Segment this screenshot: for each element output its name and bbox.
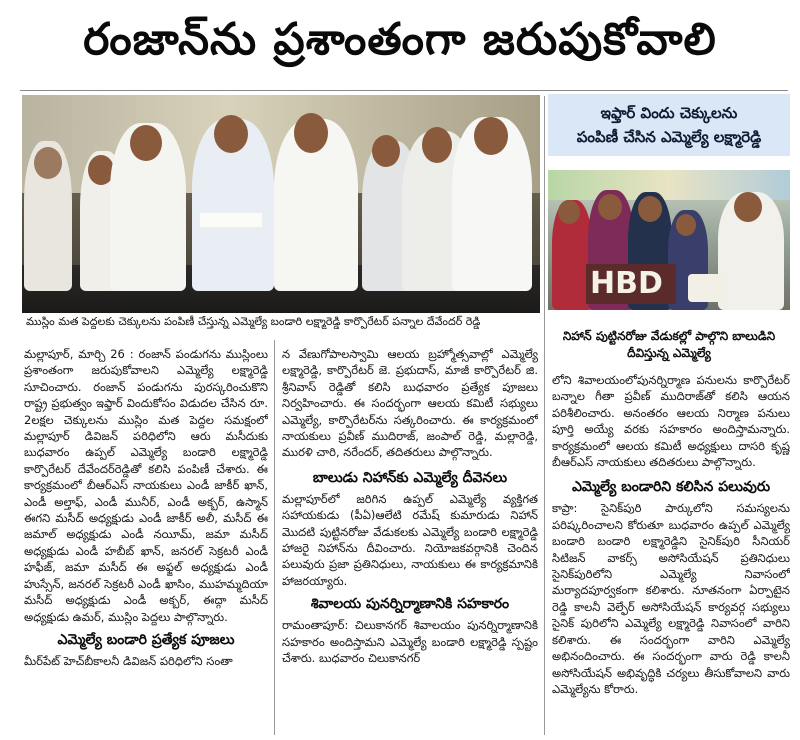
- sidebox-title-line2: పంపిణీ చేసిన ఎమ్మెల్యే లక్ష్మారెడ్డి: [576, 128, 762, 146]
- sidebox-title-line1: ఇఫ్తార్ విందు చెక్కులను: [600, 104, 738, 122]
- article-pooja-start: మీర్‌పేట్ హెచ్‌బీకాలనీ డివిజన్ పరిధిలోని సంతా: [24, 653, 233, 668]
- headline-rule: [20, 90, 788, 91]
- article-column-3: [552, 372, 790, 736]
- birthday-caption-line1: నిహాన్ పుట్టినరోజు వేడుకల్లో పాల్గొని బాలుడిని: [562, 329, 776, 343]
- column-rule-2: [544, 96, 545, 735]
- column-rule-1: [274, 340, 275, 735]
- main-photo: [22, 95, 540, 313]
- subhead-temple-help: శివాలయ పునర్నిర్మాణానికి సహకారం: [310, 596, 510, 613]
- article-column-2: [282, 346, 538, 736]
- main-photo-caption: ముస్లిం మత పెద్దలకు చెక్కులను పంపిణీ చేస్తున్న ఎమ్మెల్యే బండారి లక్ష్మారెడ్డి కార్పొరేటర్ పన్నాల దేవేందర్ రెడ్డి: [26, 315, 481, 328]
- article-rangan-body: మల్లాపూర్, మార్చి 26 : రంజాన్ పండుగను ముస్లింలు ప్రశాంతంగా జరుపుకోవాలని ఎమ్మెల్యే లక్ష్మారెడ్డి సూచించారు. రంజాన్ పండుగను పురస్కరించుకొని రాష్ట్ర ప్రభుత్వం ఇఫ్తార్ విందుకోసం విడుదల చేసిన రూ. 2లక్షల చెక్కులను ముస్లిం మత పెద్దల సమక్షంలో మల్లాపూర్ డివిజన్ పరిధిలోని ఆరు మసీదుకు బుధవారం ఉప్పల్ ఎమ్మెల్యే బండారి లక్ష్మారెడ్డి కార్పొరేటర్ దేవేందర్‌రెడ్డితో కలిసి పంపిణీ చేశారు. ఈ కార్యక్రమంలో బీఆర్ఎస్ నాయకులు ఎండీ జాకీర్ ఖాన్, ఎండీ అల్తాఫ్, ఎండీ మునీర్, ఎండీ అక్బర్, ఉస్మాన్ ఈగని మసీద్ అధ్యక్షుడు ఎండీ జాకీర్ అలీ, మసీద్ ఈ జమాల్ అధ్యక్షుడు ఎండీ నయీమ్, జమా మసీద్ అధ్యక్షుడు ఎండీ హబీబ్ ఖాన్, జనరల్ సెక్రటరీ ఎండీ హఫీజ్, జమా మసీద్ ఈ అఫ్జల్ అధ్యక్షుడు ఎండీ హుస్సేన్, జనరల్ సెక్రటరీ ఎండీ ఖాసిం, ముహమ్మదియా మసీద్ అధ్యక్షుడు ఎండీ అక్బర్, ఈద్గా మసీద్ అధ్యక్షుడు ఉమర్, ముస్లిం పెద్దలు పాల్గొన్నారు.: [24, 347, 268, 624]
- birthday-photo: [548, 170, 790, 310]
- article-nihan-body: మల్లాపూర్‌లో జరిగిన ఉప్పల్ ఎమ్మెల్యే వ్యక్తిగత సహాయకుడు (పీఏ)ఆలేటి రమేష్ కుమారుడు నిహాన్ మొదటి పుట్టినరోజు వేడుకలకు ఎమ్మెల్యే బండారి లక్ష్మారెడ్డి హాజరై నిహాన్‌ను దీవించారు. నియోజకవర్గానికి చెందిన పలువురు ప్రజా ప్రతినిధులు, నాయకులు ఈ కార్యక్రమానికి హాజరయ్యారు.: [282, 491, 538, 588]
- headline: రంజాన్‌ను ప్రశాంతంగా జరుపుకోవాలి: [83, 14, 717, 65]
- birthday-caption: [548, 328, 790, 362]
- article-column-1: [24, 346, 268, 736]
- article-temple-continued: లోని శివాలయంలోపునర్నిర్మాణ పనులను కార్పొరేటర్ బన్నాల గీతా ప్రవీణ్ ముదిరాజ్‌తో కలిసి ఆయన పరిశీలించారు. అనంతరం ఆలయ నిర్మాణ పనులు పూర్తి అయ్యే వరకు సహకారం అందిస్తామన్నారు. కార్యక్రమంలో ఆలయ కమిటీ అధ్యక్షులు దాసరి కృష్ణ బీఆర్ఎస్ నాయకులు తదితరులు పాల్గొన్నారు.: [552, 373, 790, 470]
- article-pooja-continued: న వేణుగోపాలస్వామి ఆలయ బ్రహ్మోత్సవాల్లో ఎమ్మెల్యే లక్ష్మారెడ్డి, కార్పొరేటర్ జె. ప్రభుదాస్, మాజీ కార్పొరేటర్ జి. శ్రీనివాస్ రెడ్డితో కలిసి బుధవారం ప్రత్యేక పూజలు నిర్వహించారు. ఈ సందర్భంగా ఆలయ కమిటీ సభ్యులు ఎమ్మెల్యే, కార్పొరేటర్‌ను సత్కరించారు. ఈ కార్యక్రమంలో నాయకులు ప్రవీణ్ ముదిరాజ్, జంపాల్ రెడ్డి, మల్లారెడ్డి, మురళి చారి, నరేందర్, తదితరులు పాల్గొన్నారు.: [282, 347, 538, 460]
- subhead-special-pooja: ఎమ్మెల్యే బండారి ప్రత్యేక పూజలు: [57, 631, 235, 648]
- article-temple-start: రామంతాపూర్: చిలుకానగర్ శివాలయం పునర్నిర్మాణానికి సహకారం అందిస్తామని ఎమ్మెల్యే బండారి లక్ష్మారెడ్డి స్పష్టం చేశారు. బుధవారం చిలుకానగర్: [282, 618, 538, 666]
- birthday-caption-line2: దీవిస్తున్న ఎమ్మెల్యే: [627, 346, 711, 360]
- cake-text: HBD: [590, 266, 663, 301]
- sidebox-title: [548, 94, 790, 156]
- subhead-met-mla: ఎమ్మెల్యే బండారిని కలిసిన పలువురు: [571, 479, 771, 496]
- article-met-mla-body: కాప్రా: సైనిక్‌పురి పార్కులోని సమస్యలను పరిష్కరించాలని కోరుతూ బుధవారం ఉప్పల్ ఎమ్మెల్యే బండారి బండారి లక్ష్మారెడ్డిని సైనిక్‌పురి సీనియర్ సిటిజన్ వాకర్స్ అసోసియేషన్ ప్రతినిధులు సైనిక్‌పురిలోని ఎమ్మెల్యే నివాసంలో మర్యాదపూర్వకంగా కలిశారు. నూతనంగా ఏర్పాటైన రెడ్డి కాలనీ వెల్ఫేర్ అసోసియేషన్ కార్యవర్గ సభ్యులు సైనిక్ పురిలోని ఎమ్మెల్యే లక్ష్మారెడ్డి నివాసంలో వారిని కలిశారు. ఈ సందర్భంగా వారిని ఎమ్మెల్యే అభినందించారు. ఈ సందర్భంగా వారు రెడ్డి కాలనీ అసోసియేషన్ అభివృద్ధికి చర్యలు తీసుకోవాలని వారు ఎమ్మెల్యేను కోరారు.: [552, 501, 790, 696]
- subhead-nihan-blessings: బాలుడు నిహాన్‌కు ఎమ్మెల్యే దీవెనలు: [312, 469, 508, 486]
